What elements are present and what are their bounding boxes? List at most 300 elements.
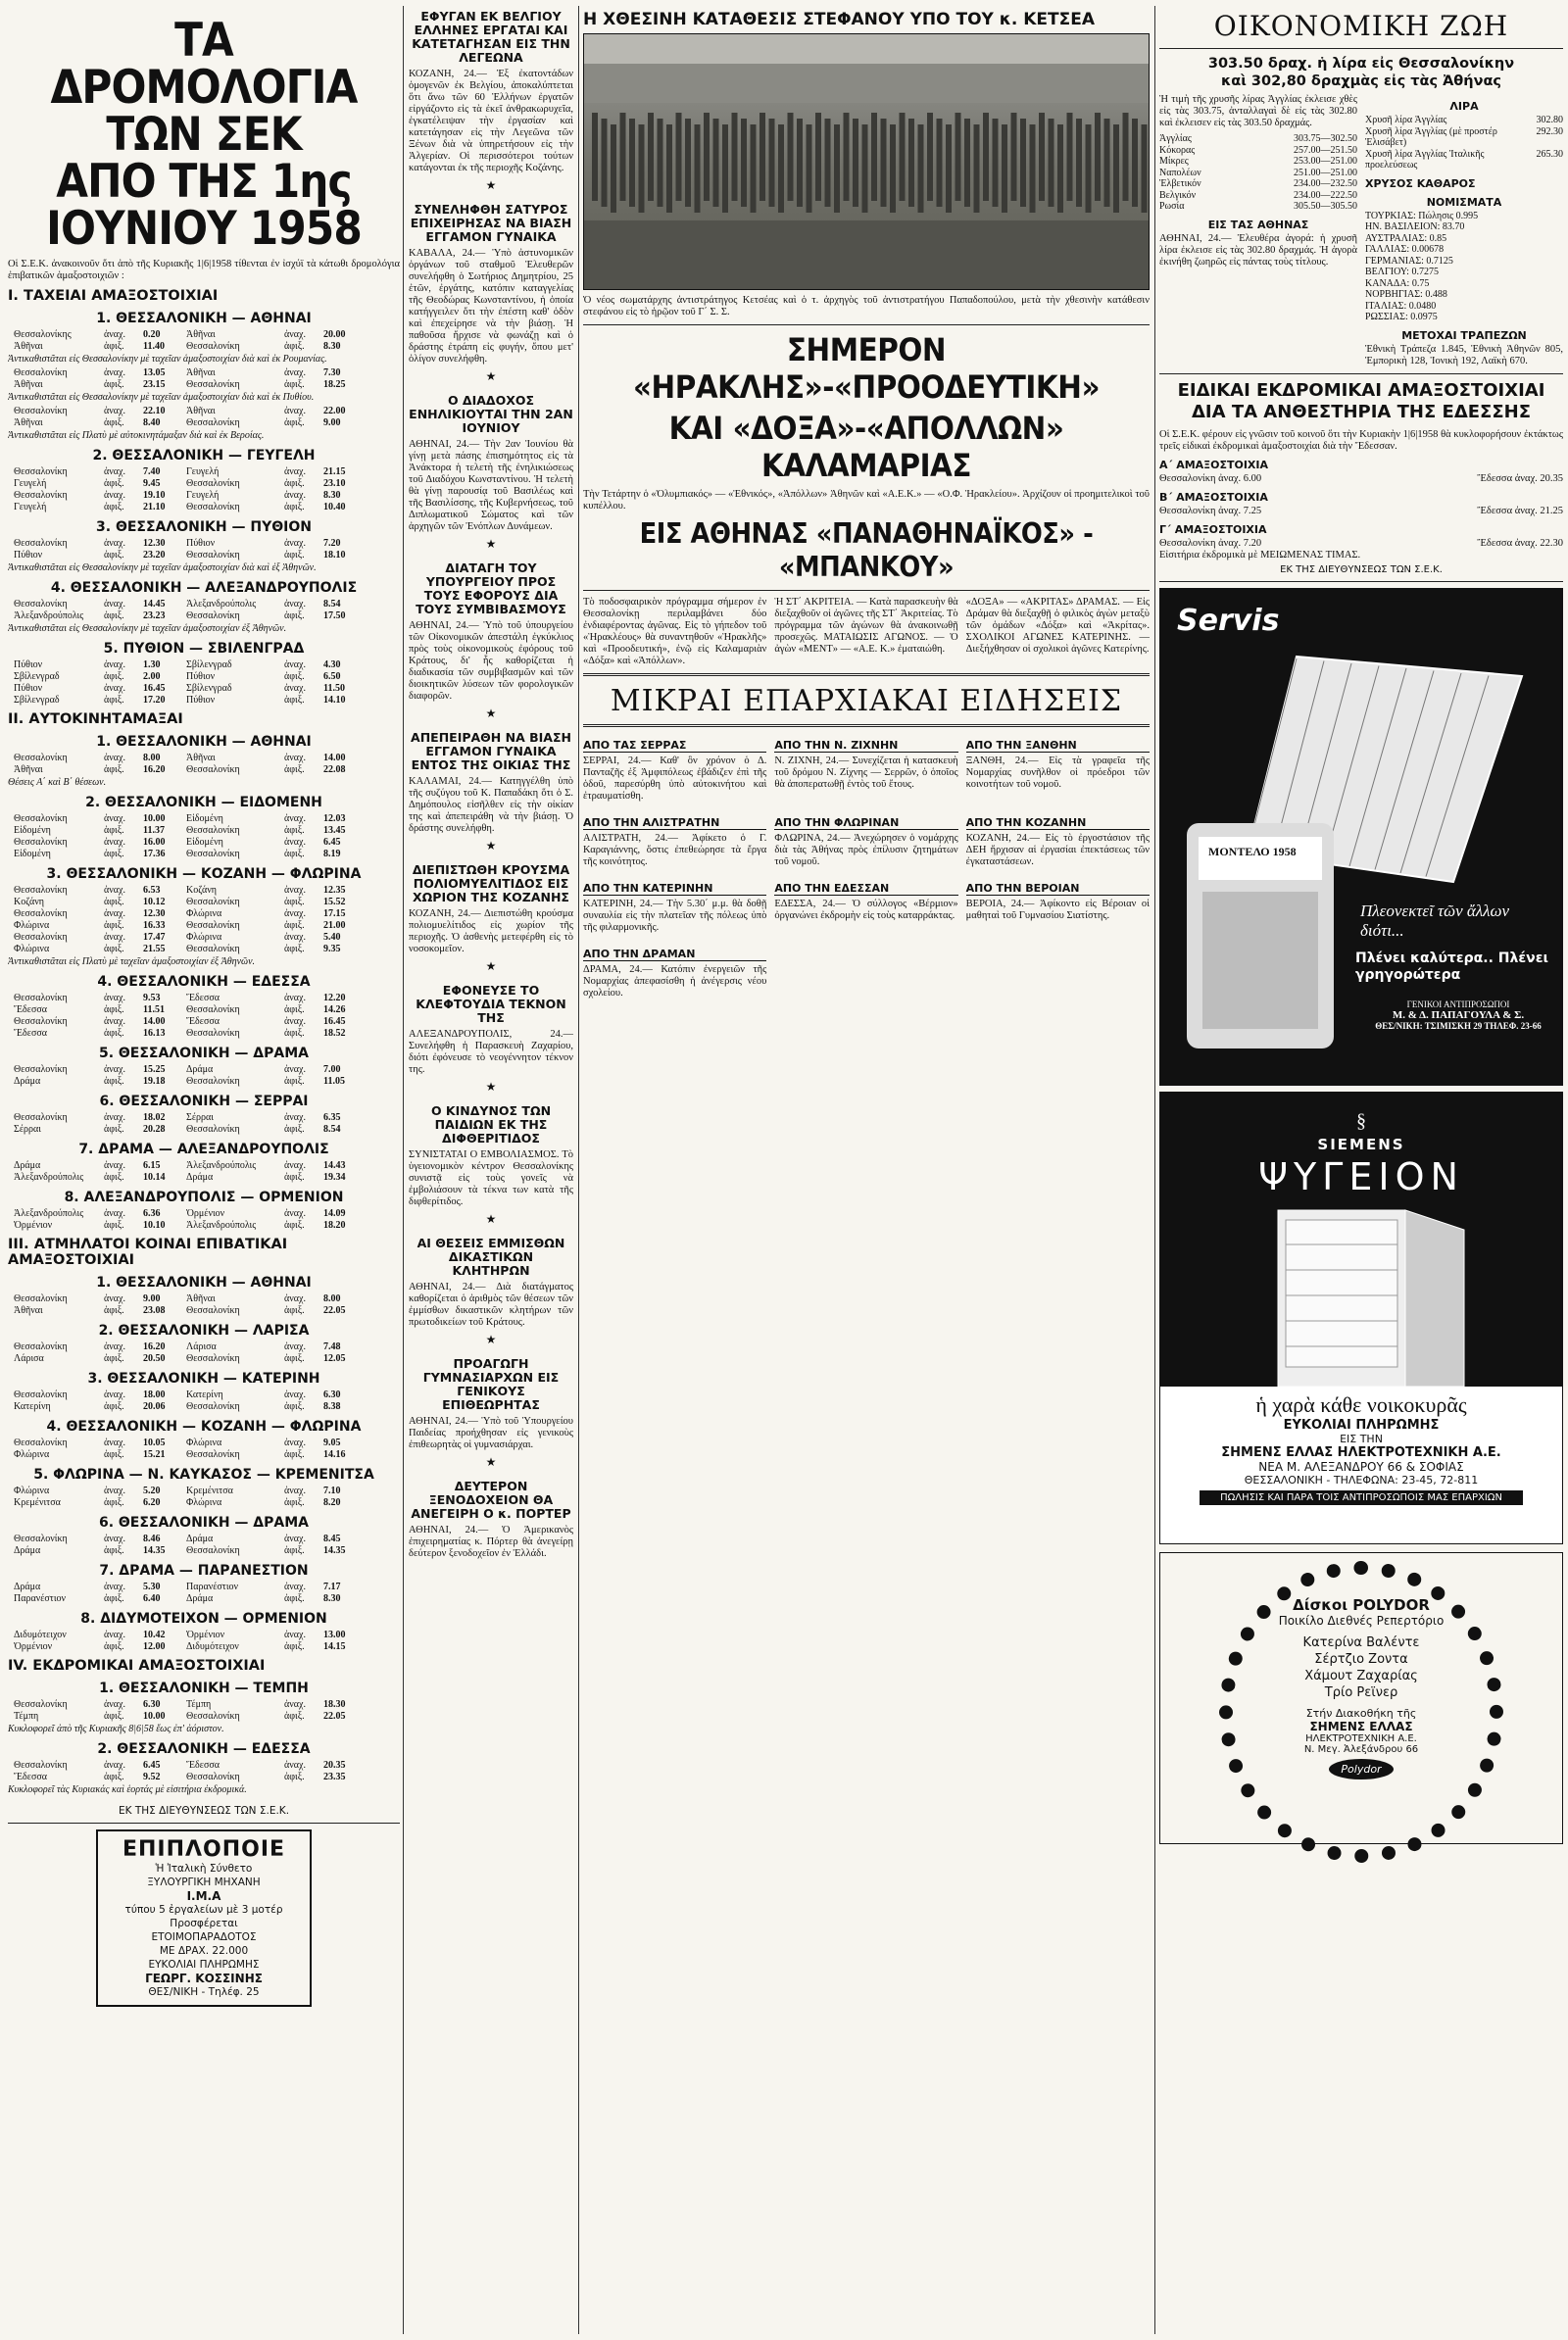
timetable-cell: Φλώρινα (14, 920, 50, 931)
article-headline: ΕΦΟΝΕΥΣΕ ΤΟ ΚΛΕΦΤΟΥΔΙΑ ΤΕΚΝΟΝ ΤΗΣ (416, 983, 566, 1025)
timetable-cell: Πύθιον (186, 671, 216, 682)
timetable-cell: ἀναχ. (104, 1486, 125, 1496)
route-title: 8. ΑΛΕΞΑΝΔΡΟΥΠΟΛΙΣ — ΟΡΜΕΝΙΟΝ (64, 1190, 344, 1205)
soldier-figure (890, 124, 896, 213)
timetable-cell: 15.52 (323, 897, 346, 907)
price-label: Κόκορας (1159, 144, 1196, 156)
soldier-figure (1020, 119, 1026, 207)
ad-line: Ι.Μ.Α (186, 1889, 221, 1903)
timetable-cell: Εἰδομένη (186, 837, 223, 848)
timetable-cell: Δράμα (186, 1593, 214, 1604)
timetable-cell: 17.47 (143, 932, 166, 943)
timetable-cell: Ὀρμένιον (186, 1630, 225, 1640)
timetable-row (14, 1064, 400, 1075)
timetable-row (14, 379, 400, 390)
timetable-cell: 16.00 (143, 837, 166, 848)
provincial-from: ΑΠΟ ΤΗΝ ΚΑΤΕΡΙΝΗΝ (583, 882, 766, 896)
timetable-cell: Ἀθῆναι (14, 764, 43, 775)
soldier-figure (695, 124, 701, 213)
timetable-cell: ἀναχ. (104, 1389, 125, 1400)
timetable-cell: ἀναχ. (284, 1760, 306, 1771)
timetable-cell: ἀφιξ. (284, 849, 305, 859)
timetable-cell: ἀναχ. (284, 932, 306, 943)
timetable-cell: 10.10 (143, 1220, 166, 1231)
soldier-figure (1039, 113, 1045, 201)
timetable-cell: Θεσσαλονίκη (186, 550, 240, 561)
currency-line: ΗΝ. ΒΑΣΙΛΕΙΟΝ: 83.70 (1365, 221, 1465, 232)
timetable-cell: 18.52 (323, 1028, 346, 1039)
route-note: Ἀντικαθιστᾶται εἰς Πλατὺ μὲ ταχεῖαν ἁμαξοστοιχίαν ἐξ Ἀθηνῶν. (8, 956, 256, 967)
timetable-cell: 9.35 (323, 944, 341, 954)
timetable-cell: 12.03 (323, 813, 346, 824)
timetable-cell: 22.10 (143, 406, 166, 416)
soldier-figure (778, 124, 784, 213)
timetable-cell: ἀφιξ. (284, 1004, 305, 1015)
timetable-cell: 8.38 (323, 1401, 341, 1412)
timetable-row (14, 695, 400, 706)
ad-line: ΘΕΣ/ΝΙΚΗ - Τηλέφ. 25 (148, 1986, 260, 1998)
article-headline: ΔΕΥΤΕΡΟΝ ΞΕΝΟΔΟΧΕΙΟΝ ΘΑ ΑΝΕΓΕΙΡΗ Ο κ. ΠΟΡΤΕΡ (411, 1479, 571, 1521)
timetable-cell: Θεσσαλονίκη (14, 932, 68, 943)
soldier-figure (964, 119, 970, 207)
soldier-figure (1086, 124, 1092, 213)
siemens-company: ΣΗΜΕΝΣ ΕΛΛΑΣ ΗΛΕΚΤΡΟΤΕΧΝΙΚΗ Α.Ε. (1221, 1444, 1501, 1460)
soldier-figure (834, 124, 840, 213)
timetable-cell: 12.00 (143, 1641, 166, 1652)
provincial-item (583, 810, 766, 868)
price-label: Βελγικόν (1159, 189, 1197, 201)
timetable-cell: 23.15 (143, 379, 166, 390)
timetable-cell: 6.40 (143, 1593, 161, 1604)
timetable-cell: ἀφιξ. (284, 944, 305, 954)
section-excursion: IV. ΕΚΔΡΟΜΙΚΑΙ ΑΜΑΞΟΣΤΟΙΧΙΑΙ (8, 1658, 266, 1674)
route-title: 4. ΘΕΣΣΑΛΟΝΙΚΗ — ΚΟΖΑΝΗ — ΦΛΩΡΙΝΑ (46, 1419, 362, 1435)
timetable-cell: Θεσσαλονίκη (186, 1124, 240, 1135)
timetable-cell: ἀφιξ. (104, 417, 124, 428)
excursion-ret: Ἔδεσσα ἀναχ. 21.25 (1477, 505, 1563, 516)
timetable-cell: Θεσσαλονίκη (186, 1545, 240, 1556)
price-row (1159, 201, 1357, 213)
divider (583, 590, 1150, 591)
timetable-row (14, 659, 400, 670)
route-title: 6. ΘΕΣΣΑΛΟΝΙΚΗ — ΣΕΡΡΑΙ (99, 1094, 309, 1109)
route-title: 1. ΘΕΣΣΑΛΟΝΙΚΗ — ΤΕΜΠΗ (99, 1681, 309, 1696)
separator-star: ★ (485, 537, 497, 551)
timetable-cell: Κρεμένιτσα (186, 1486, 233, 1496)
provincial-from: ΑΠΟ ΤΗΝ ΑΛΙΣΤΡΑΤΗΝ (583, 816, 766, 830)
timetable-cell: ἀναχ. (104, 1699, 125, 1710)
currency-line: ΚΑΝΑΔΑ: 0.75 (1365, 277, 1430, 289)
soldier-figure (807, 124, 812, 213)
timetable-cell: ἀφιξ. (104, 1305, 124, 1316)
siemens-address: ΝΕΑ Μ. ΑΛΕΞΑΝΔΡΟΥ 66 & ΣΟΦΙΑΣ (1258, 1459, 1464, 1474)
ad-line: ΕΤΟΙΜΟΠΑΡΑΔΟΤΟΣ (151, 1931, 257, 1943)
furniture-machine-ad (96, 1829, 312, 2007)
ad-lines (106, 1862, 302, 1999)
provincial-from: ΑΠΟ ΤΗΝ ΚΟΖΑΝΗΝ (966, 816, 1150, 830)
economy-right (1365, 94, 1563, 367)
article-body: ΣΥΝΙΣΤΑΤΑΙ Ο ΕΜΒΟΛΙΑΣΜΟΣ. Τὸ ὑγειονομικὸν κέντρον Θεσσαλονίκης συνιστᾷ εἰς τοὺς γονεῖς νὰ ἐμβολιάσουν τὰ τέκνα των κατὰ τῆς διφθερίτιδος. (409, 1149, 573, 1207)
timetable-cell: 16.45 (323, 1016, 346, 1027)
section-railcars: ΙΙ. ΑΥΤΟΚΙΝΗΤΑΜΑΞΑΙ (8, 711, 183, 727)
price-row (1159, 178, 1357, 190)
timetable-cell: Θεσσαλονίκη (14, 1112, 68, 1123)
timetable-cell: Θεσσαλονίκη (186, 1004, 240, 1015)
timetable-cell: Δράμα (14, 1582, 41, 1592)
currency-list (1365, 211, 1563, 323)
timetable-cell: ἀφιξ. (104, 1076, 124, 1087)
timetable-cell: ἀναχ. (284, 367, 306, 378)
timetable-cell: Θεσσαλονίκη (14, 490, 68, 501)
article-body: ΑΘΗΝΑΙ, 24.— Ὑπὸ τοῦ Ὑπουργείου Παιδείας προήχθησαν εἰς γενικοὺς ἐπιθεωρητὰς οἱ γυμνασιάρχαι. (409, 1416, 573, 1450)
timetable-cell: 7.20 (323, 538, 341, 549)
timetable-cell: Θεσσαλονίκη (14, 993, 68, 1003)
timetable-cell: 10.42 (143, 1630, 166, 1640)
timetable-cell: Ἀθῆναι (186, 329, 216, 340)
timetable-cell: 23.08 (143, 1305, 166, 1316)
timetable-cell: 4.30 (323, 659, 341, 670)
headline-line-2: ΑΠΟ ΤΗΣ 1ης ΙΟΥΝΙΟΥ 1958 (46, 155, 362, 256)
route-title: 2. ΘΕΣΣΑΛΟΝΙΚΗ — ΓΕΥΓΕΛΗ (92, 448, 316, 463)
article-list (409, 10, 573, 1560)
soldier-figure (713, 119, 719, 207)
timetable-cell: 21.00 (323, 920, 346, 931)
soldier-figure (741, 119, 747, 207)
timetable-row (14, 1112, 400, 1123)
siemens-slogan: ἡ χαρὰ κάθε νοικοκυρᾶς (1255, 1391, 1467, 1417)
timetable-cell: ἀναχ. (104, 885, 125, 896)
route-note: Ἀντικαθιστᾶται εἰς Θεσσαλονίκην μὲ ταχεῖαν ἁμαξοστοιχίαν διὰ καὶ ἐκ Ρουμανίας. (8, 354, 327, 365)
article-body: ΑΘΗΝΑΙ, 24.— Τὴν 2αν Ἰουνίου θὰ γίνῃ μετὰ πάσης ἐπισημότητος εἰς τὰ Ἀνάκτορα ἡ τελετὴ τῆς ἐνηλικιώσεως τοῦ Διαδόχου Κωνσταντίνου. Ἡ τελετὴ θὰ γίνῃ παρουσίᾳ τοῦ Βασιλέως καὶ τῆς Βασιλίσσης, τῆς Κυβερνήσεως, τοῦ Διπλωματικοῦ Σώματος καὶ τῶν ἀρχηγῶν τῶν Ἐνόπλων Δυνάμεων. (409, 439, 573, 532)
timetable-cell: ἀφιξ. (104, 920, 124, 931)
timetable-cell: ἀναχ. (284, 837, 306, 848)
excursion-train-times (1159, 506, 1563, 517)
excursion-dep: Θεσσαλονίκη ἀναχ. 6.00 (1159, 472, 1262, 484)
timetable-cell: ἀναχ. (284, 329, 306, 340)
price-value: 234.00—222.50 (1294, 189, 1357, 201)
timetable-cell: Πύθιον (186, 538, 216, 549)
timetable-row (14, 1449, 400, 1460)
timetable-cell: Ἔδεσσα (14, 1028, 47, 1039)
timetable-cell: ἀναχ. (284, 1341, 306, 1352)
timetable-cell: Ἀθῆναι (186, 367, 216, 378)
servis-model: ΜΟΝΤΕΛΟ 1958 (1208, 844, 1297, 858)
timetable-cell: 16.20 (143, 764, 166, 775)
timetable-cell: Ἀθῆναι (14, 1305, 43, 1316)
route-note: Θέσεις Α΄ καὶ Β΄ θέσεων. (8, 777, 107, 788)
ad-line: ΜΕ ΔΡΑΧ. 22.000 (159, 1945, 249, 1957)
timetable-cell: Θεσσαλονίκη (186, 825, 240, 836)
timetable-cell: 8.20 (323, 1497, 341, 1508)
timetable-row (14, 1004, 400, 1015)
currency-line: ΑΥΣΤΡΑΛΙΑΣ: 0.85 (1365, 232, 1447, 244)
price-value: 234.00—232.50 (1294, 178, 1357, 189)
timetable-cell: ἀφιξ. (104, 764, 124, 775)
timetable-cell: 14.00 (323, 753, 346, 763)
soldier-figure (927, 113, 933, 201)
provincial-from: ΑΠΟ ΤΗΝ ΒΕΡΟΙΑΝ (966, 882, 1150, 896)
currency-line: ΒΕΛΓΙΟΥ: 0.7275 (1365, 267, 1439, 277)
timetable-cell: ἀναχ. (284, 813, 306, 824)
timetable-cell: ἀφιξ. (104, 1028, 124, 1039)
timetable-row (14, 1630, 400, 1640)
timetable-cell: ἀφιξ. (284, 1076, 305, 1087)
timetable-cell: Ἀλεξανδρούπολις (186, 599, 257, 609)
timetable-cell: Σέρραι (186, 1112, 214, 1123)
route-note: Κυκλοφορεῖ τὰς Κυριακάς καὶ ἑορτάς μὲ εἰσιτήρια ἐκδρομικά. (8, 1784, 247, 1795)
timetable-cell: 15.25 (143, 1064, 166, 1075)
timetable-row (14, 1534, 400, 1544)
timetable-cell: 21.55 (143, 944, 166, 954)
timetable-cell: ἀναχ. (104, 1160, 125, 1171)
timetable-cell: 0.20 (143, 329, 161, 340)
provincial-item (774, 733, 957, 803)
soldier-figure (1132, 119, 1138, 207)
timetable-cell: Θεσσαλονίκη (14, 753, 68, 763)
section-steam: ΙΙΙ. ΑΤΜΗΛΑΤΟΙ ΚΟΙΝΑΙ ΕΠΙΒΑΤΙΚΑΙ ΑΜΑΞΟΣΤΟΙΧΙΑΙ (8, 1237, 288, 1268)
timetable-cell: Θεσσαλονίκη (186, 610, 240, 621)
price-value: 302.80 (1536, 115, 1563, 125)
timetable-cell: Σβίλενγραδ (186, 659, 232, 670)
route-title: 1. ΘΕΣΣΑΛΟΝΙΚΗ — ΑΘΗΝΑΙ (96, 1275, 312, 1291)
currency-line: ΓΑΛΛΙΑΣ: 0.00678 (1365, 244, 1445, 255)
soldier-figure (1113, 124, 1119, 213)
timetable-cell: 14.43 (323, 1160, 346, 1171)
timetable-cell: ἀναχ. (284, 1630, 306, 1640)
timetable-cell: ἀναχ. (104, 683, 125, 694)
currency-line: ΝΟΡΒΗΓΙΑΣ: 0.488 (1365, 289, 1447, 300)
price-row (1365, 126, 1563, 149)
polydor-artist: Κατερίνα Βαλέντε (1302, 1634, 1420, 1650)
currency-line: ΤΟΥΡΚΙΑΣ: Πώλησις 0.995 (1365, 210, 1479, 221)
article-headline: ΑΠΕΠΕΙΡΑΘΗ ΝΑ ΒΙΑΣΗ ΕΓΓΑΜΟΝ ΓΥΝΑΙΚΑ ΕΝΤΟΣ ΤΗΣ ΟΙΚΙΑΣ ΤΗΣ (411, 730, 571, 772)
price-value: 257.00—251.50 (1294, 144, 1357, 156)
timetable-cell: Θεσσαλονίκη (186, 1353, 240, 1364)
timetable-cell: ἀφιξ. (104, 550, 124, 561)
soldier-figure (1095, 113, 1101, 201)
timetable-cell: ἀναχ. (104, 1341, 125, 1352)
soldier-figure (853, 119, 858, 207)
sek-signature: ΕΚ ΤΗΣ ΔΙΕΥΘΥΝΣΕΩΣ ΤΩΝ Σ.Ε.Κ. (1280, 563, 1443, 575)
excursion-train-times (1159, 538, 1563, 550)
timetable-row (14, 417, 400, 428)
timetable-cell: ἀφιξ. (104, 1449, 124, 1460)
timetable-cell: ἀναχ. (284, 1160, 306, 1171)
timetable-cell: 21.15 (323, 466, 346, 477)
soldier-figure (676, 113, 682, 201)
timetable-cell: ἀναχ. (104, 1438, 125, 1448)
provincial-from: ΑΠΟ ΤΗΝ Ν. ΖΙΧΝΗΝ (774, 739, 957, 753)
timetable-cell: 20.06 (143, 1401, 166, 1412)
timetable-cell: 6.35 (323, 1112, 341, 1123)
soldier-figure (769, 119, 775, 207)
timetable-cell: Θεσσαλονίκη (186, 1401, 240, 1412)
timetable-cell: 10.00 (143, 813, 166, 824)
timetable-row (14, 993, 400, 1003)
timetable-cell: ἀφιξ. (284, 1220, 305, 1231)
provincial-item (966, 733, 1150, 803)
soldier-figure (900, 113, 906, 201)
soldier-figure (974, 124, 980, 213)
timetable-row (14, 466, 400, 477)
timetable-cell: ἀφιξ. (104, 1172, 124, 1183)
provincial-item (774, 810, 957, 868)
excursion-ret: Ἔδεσσα ἀναχ. 22.30 (1477, 537, 1563, 549)
timetable-cell: 19.10 (143, 490, 166, 501)
excursion-train-title: Γ΄ ΑΜΑΞΟΣΤΟΙΧΙΑ (1159, 522, 1267, 536)
timetable-cell: ἀφιξ. (104, 897, 124, 907)
separator-star: ★ (485, 1212, 497, 1226)
price-label: Ἑλβετικόν (1159, 178, 1201, 189)
timetable-cell: 11.51 (143, 1004, 165, 1015)
timetable-cell: Εἰδομένη (14, 849, 51, 859)
divider (583, 324, 1150, 325)
timetable-cell: ἀφιξ. (104, 1220, 124, 1231)
timetable-cell: ἀφιξ. (104, 1004, 124, 1015)
timetable-cell: 8.45 (323, 1534, 341, 1544)
provincial-body: ΒΕΡΟΙΑ, 24.— Ἀφίκοντο εἰς Βέροιαν οἱ μαθηταὶ τοῦ Γυμνασίου Σιατίστης. (965, 899, 1150, 921)
timetable-cell: 23.10 (323, 478, 346, 489)
excursion-title: ΕΙΔΙΚΑΙ ΕΚΔΡΟΜΙΚΑΙ ΑΜΑΞΟΣΤΟΙΧΙΑΙ ΔΙΑ ΤΑ ΑΝΘΕΣΤΗΡΙΑ ΤΗΣ ΕΔΕΣΣΗΣ (1177, 379, 1545, 422)
divider (583, 724, 1150, 727)
timetable-cell: 6.30 (143, 1699, 161, 1710)
ad-line: ΓΕΩΡΓ. ΚΟΣΣΙΝΗΣ (145, 1972, 263, 1985)
ad-line: Προσφέρεται (170, 1918, 238, 1929)
timetable-cell: Πύθιον (14, 659, 43, 670)
route-title: 5. ΦΛΩΡΙΝΑ — Ν. ΚΑΥΚΑΣΟΣ — ΚΡΕΜΕΝΙΤΣΑ (33, 1467, 374, 1483)
timetable-row (14, 367, 400, 378)
timetable-cell: Ἀθῆναι (186, 406, 216, 416)
timetable-cell: Γευγελή (14, 478, 47, 489)
timetable-cell: ἀναχ. (104, 466, 125, 477)
steam-routes (8, 1275, 400, 1652)
excursion-train-times (1159, 473, 1563, 485)
route-title: 8. ΔΙΔΥΜΟΤΕΙΧΟΝ — ΟΡΜΕΝΙΟΝ (80, 1611, 327, 1627)
soldier-figure (881, 119, 887, 207)
soldier-figure (946, 124, 952, 213)
timetable-cell: 8.19 (323, 849, 341, 859)
athens-market-text: ΑΘΗΝΑΙ, 24.— Ἐλευθέρα ἀγορά: ἡ χρυσῆ λίρα ἐκλεισε εἰς τὰς 302.80 δραχμάς. Ἡ ἀγορὰ ἐκινήθη ζωηρῶς εἰς πάντας τοὺς τίτλους. (1159, 232, 1357, 268)
gold-headline (1159, 55, 1563, 90)
timetable-cell: ἀφιξ. (104, 671, 124, 682)
timetable-cell: ἀναχ. (104, 1208, 125, 1219)
timetable-cell: Γευγελή (14, 502, 47, 512)
sports-body (583, 597, 1150, 667)
ceremony-photo (583, 33, 1150, 290)
soldier-figure (648, 113, 654, 201)
timetable-cell: ἀναχ. (104, 599, 125, 609)
timetable-cell: ἀφιξ. (284, 478, 305, 489)
article-body: ΚΟΖΑΝΗ, 24.— Ἐξ ἐκατοντάδων ὁμογενῶν ἐκ Βελγίου, ἀποκαλύπτεται ὅτι ἄνω τῶν 60 Ἑλλήνων ἐργατῶν εἰργάζοντο εἰς τὰ ἐκεῖ ἀνθρακωρυχεῖα, ἐγκατέλειψαν τὴν ἐργασίαν καὶ κατετάγησαν εἰς τὴν Λεγεῶνα τῶν Ξένων διὰ νὰ ὑπηρετήσουν εἰς τὴν Ἀλγερίαν. Οἱ περισσότεροι τούτων κατάγονται ἐκ τῆς περιοχῆς Κοζάνης. (409, 69, 573, 173)
timetable-cell: Θεσσαλονίκη (186, 1772, 240, 1782)
servis-agent-name: Μ. & Δ. ΠΑΠΑΓΟΥΛΑ & Σ. (1392, 1008, 1525, 1021)
timetable-cell: Γευγελή (186, 490, 220, 501)
soldier-figure (722, 124, 728, 213)
servis-slogan-2: Πλένει καλύτερα.. Πλένει γρηγορώτερα (1355, 950, 1548, 983)
polydor-artists (1160, 1634, 1562, 1701)
timetable-cell: Ἀθῆναι (186, 1293, 216, 1304)
soldier-figure (1123, 113, 1129, 201)
timetable-cell: 10.05 (143, 1438, 166, 1448)
timetable-cell: ἀφιξ. (284, 1545, 305, 1556)
section-express: Ι. ΤΑΧΕΙΑΙ ΑΜΑΞΟΣΤΟΙΧΙΑΙ (8, 288, 219, 304)
timetable-cell: 9.52 (143, 1772, 161, 1782)
timetable-cell: ἀφιξ. (104, 695, 124, 706)
timetable-cell: ἀναχ. (104, 1534, 125, 1544)
timetable-row (14, 1593, 400, 1604)
soldier-figure (602, 119, 608, 207)
route-note: Κυκλοφορεῖ ἀπὸ τῆς Κυριακῆς 8|6|58 ἕως ἐπ' ἀόριστον. (8, 1724, 224, 1734)
timetable-cell: Θεσσαλονίκη (186, 502, 240, 512)
timetable-cell: ἀναχ. (284, 1389, 306, 1400)
timetable-cell: ἀφιξ. (284, 1497, 305, 1508)
route-title: 2. ΘΕΣΣΑΛΟΝΙΚΗ — ΕΙΔΟΜΕΝΗ (85, 795, 322, 810)
excursion-dep: Θεσσαλονίκη ἀναχ. 7.20 (1159, 537, 1262, 549)
divider (1159, 581, 1563, 582)
excursion-dep: Θεσσαλονίκη ἀναχ. 7.25 (1159, 505, 1262, 516)
timetable-cell: Θεσσαλονίκη (14, 466, 68, 477)
timetable-cell: Θεσσαλονίκη (14, 538, 68, 549)
timetable-cell: 16.13 (143, 1028, 166, 1039)
price-label: Ναπολέων (1159, 167, 1201, 178)
siemens-dealers: ΠΩΛΗΣΙΣ ΚΑΙ ΠΑΡΑ ΤΟΙΣ ΑΝΤΙΠΡΟΣΩΠΟΙΣ ΜΑΣ ΕΠΑΡΧΙΩΝ (1200, 1490, 1523, 1505)
gold-intro: Ἡ τιμὴ τῆς χρυσῆς λίρας Ἀγγλίας ἐκλεισε χθὲς εἰς τὰς 303.75, ἀνταλλαγαὶ δὲ εἰς τὰς 302.80 καὶ ἐκλεισεν εἰς τὰς 303.50 δραχμάς. (1159, 94, 1357, 128)
soldier-figure (1104, 119, 1110, 207)
polydor-title: Δίσκοι POLYDOR (1293, 1595, 1430, 1614)
route-title: 2. ΘΕΣΣΑΛΟΝΙΚΗ — ΛΑΡΙΣΑ (98, 1323, 310, 1339)
timetable-cell: ἀναχ. (104, 837, 125, 848)
provincial-body: ΕΔΕΣΣΑ, 24.— Ὁ σύλλογος «Βέρμιον» ὀργανώνει ἐκδρομὴν εἰς τοὺς καταρράκτας. (774, 899, 958, 921)
sports-intro: Τὴν Τετάρτην ὁ «Ὀλυμπιακός» — «Ἐθνικός», «Ἀπόλλων» Ἀθηνῶν καὶ «Α.Ε.Κ.» — «Ο.Φ. Ἡρακλείου». Ἀρχίζουν οἱ προημιτελικοὶ τοῦ κυπέλλου. (583, 489, 1150, 512)
soldier-figure (815, 113, 821, 201)
timetable-row (14, 1545, 400, 1556)
separator-star: ★ (485, 1333, 497, 1346)
timetable-cell: ἀφιξ. (104, 1124, 124, 1135)
timetable-cell: ἀφιξ. (284, 1711, 305, 1722)
timetable-cell: 19.18 (143, 1076, 166, 1087)
currency-line: ΓΕΡΜΑΝΙΑΣ: 0.7125 (1365, 255, 1453, 267)
timetable-cell: 14.35 (143, 1545, 166, 1556)
soldier-figure (732, 113, 738, 201)
timetable-cell: ἀναχ. (104, 753, 125, 763)
timetable-cell: 23.23 (143, 610, 166, 621)
separator-star: ★ (485, 369, 497, 383)
article-body: ΑΘΗΝΑΙ, 24.— Ὑπὸ τοῦ ὑπουργείου τῶν Οἰκονομικῶν ἀπεστάλη ἐγκύκλιος πρὸς τοὺς οἰκονομικοὺς ἐφόρους τοῦ Κράτους, δι' ἧς καθορίζεται ἡ διαδικασία τῶν συμβιβασμῶν καὶ τῶν διοικητικῶν λύσεων τῶν φορολογικῶν διαφορῶν. (409, 620, 573, 702)
timetable-cell: ἀναχ. (104, 367, 125, 378)
timetable-row (14, 825, 400, 836)
timetable-cell: ἀφιξ. (284, 1028, 305, 1039)
soldier-figure (658, 119, 663, 207)
route-title: 6. ΘΕΣΣΑΛΟΝΙΚΗ — ΔΡΑΜΑ (98, 1515, 310, 1531)
timetable-cell: Διδυμότειχον (14, 1630, 67, 1640)
timetable-cell: Θεσσαλονίκη (186, 1305, 240, 1316)
timetable-row (14, 908, 400, 919)
timetable-cell: 17.15 (323, 908, 346, 919)
column-rule (578, 6, 579, 2334)
timetable-cell: ἀφιξ. (104, 1353, 124, 1364)
timetable-cell: 12.20 (323, 993, 346, 1003)
timetable-cell: ἀφιξ. (284, 379, 305, 390)
route-title: 4. ΘΕΣΣΑΛΟΝΙΚΗ — ΕΔΕΣΣΑ (97, 974, 311, 990)
siemens-ad-top (1160, 1093, 1562, 1387)
gold-title: ΧΡΥΣΟΣ ΚΑΘΑΡΟΣ (1365, 176, 1476, 190)
timetable-cell: Θεσσαλονίκη (14, 1064, 68, 1075)
timetable-cell: ἀναχ. (284, 599, 306, 609)
timetable-cell: Ἔδεσσα (186, 993, 220, 1003)
servis-agents (1355, 999, 1561, 1031)
timetable-cell: ἀναχ. (284, 1064, 306, 1075)
news-column (409, 0, 573, 2340)
